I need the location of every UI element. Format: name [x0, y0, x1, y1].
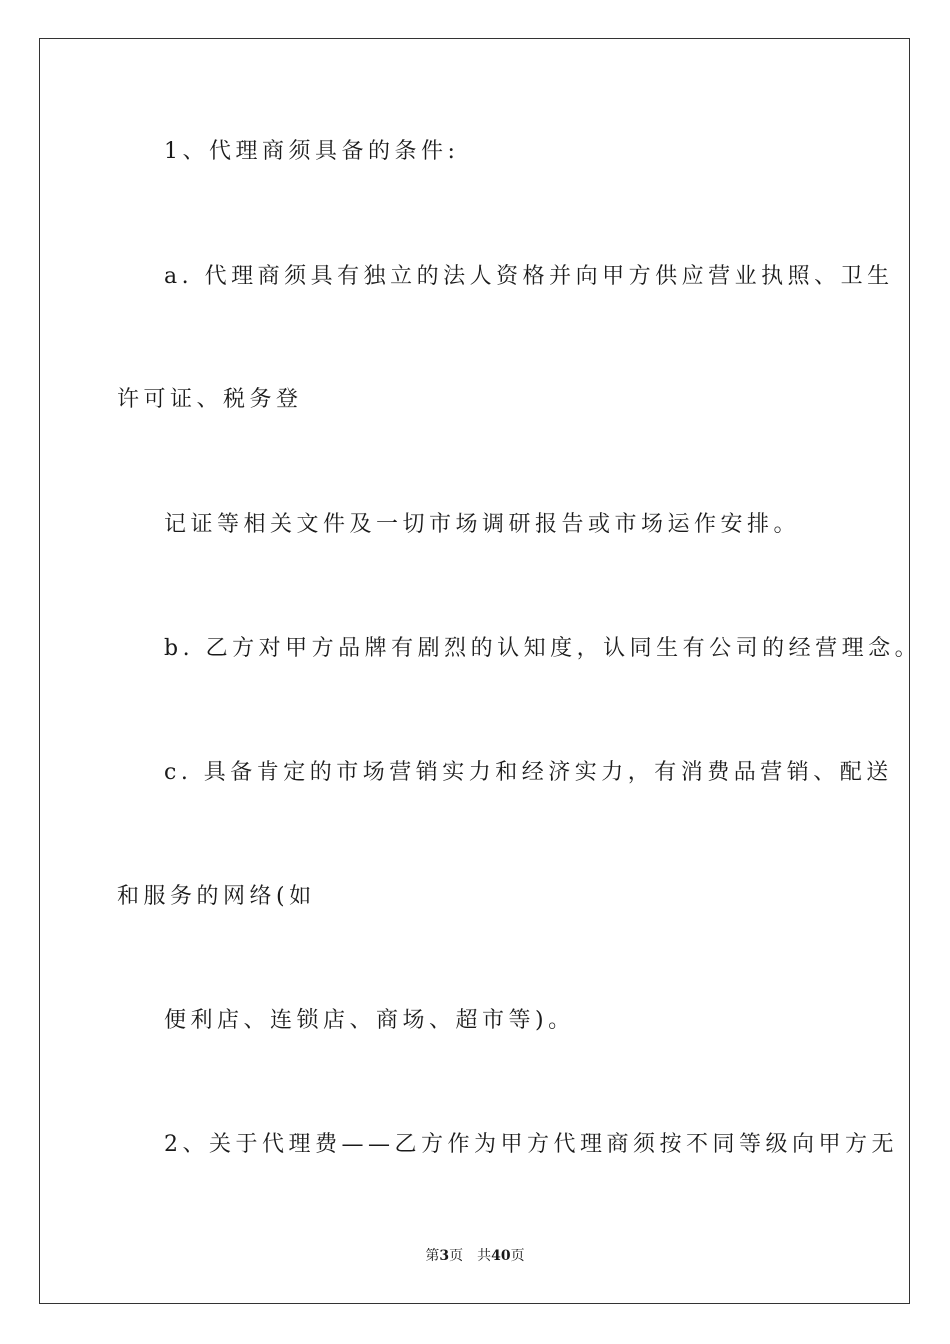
footer-page-number: 3 [439, 1248, 450, 1264]
footer-total-prefix: 共 [477, 1248, 492, 1264]
footer-total-number: 40 [491, 1248, 511, 1264]
paragraph-line-9: 2、关于代理费——乙方作为甲方代理商须按不同等级向甲方无 [164, 1132, 898, 1157]
paragraph-line-7: 和服务的网络(如 [117, 884, 316, 909]
paragraph-line-5: b. 乙方对甲方品牌有剧烈的认知度，认同生有公司的经营理念。 [164, 636, 922, 661]
paragraph-line-6: c. 具备肯定的市场营销实力和经济实力，有消费品营销、配送 [164, 760, 893, 785]
paragraph-line-8: 便利店、连锁店、商场、超市等)。 [164, 1008, 575, 1033]
footer-total-suffix: 页 [510, 1248, 525, 1264]
paragraph-line-4: 记证等相关文件及一切市场调研报告或市场运作安排。 [164, 512, 801, 537]
paragraph-line-2: a. 代理商须具有独立的法人资格并向甲方供应营业执照、卫生 [164, 264, 894, 289]
paragraph-line-1: 1、代理商须具备的条件: [164, 139, 460, 164]
footer-page-suffix: 页 [449, 1248, 464, 1264]
page-border [39, 38, 910, 1304]
paragraph-line-3: 许可证、税务登 [117, 387, 303, 412]
footer-page-prefix: 第 [425, 1248, 440, 1264]
page-footer [0, 1246, 950, 1266]
